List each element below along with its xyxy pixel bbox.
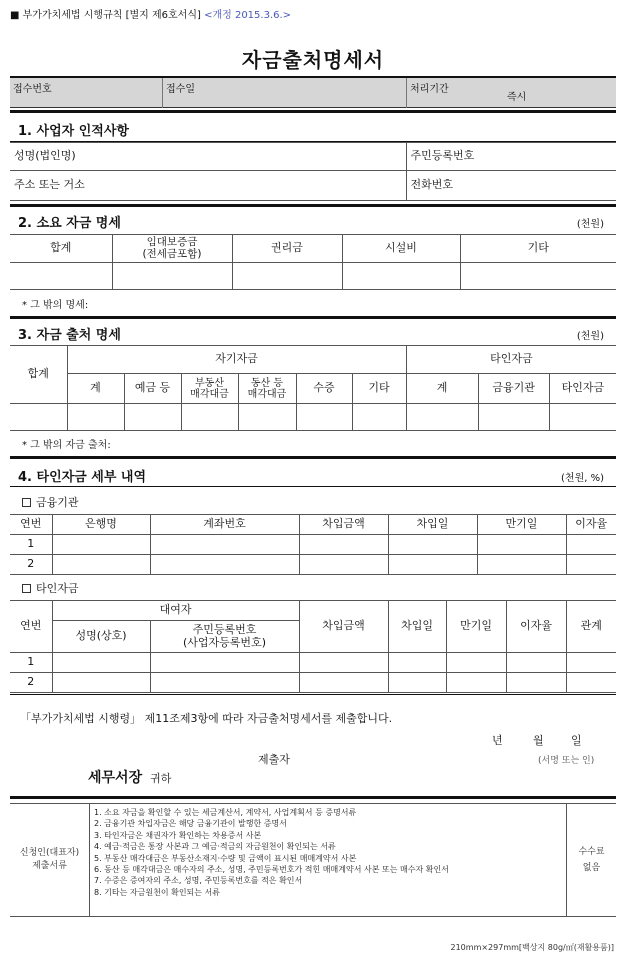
document-title: 자금출처명세서	[241, 48, 385, 72]
own-other-input[interactable]	[352, 404, 406, 431]
oth-rate-input[interactable]	[506, 673, 566, 693]
paper-spec: 210mm×297mm[백상지 80g/㎡(재활용품)]	[450, 943, 614, 952]
section1-top-rule	[10, 110, 616, 113]
fin-maturity-header: 만기일	[477, 515, 566, 535]
own-subtotal-header: 계	[67, 374, 124, 404]
name-field[interactable]	[10, 143, 406, 171]
financial-checkbox[interactable]	[22, 494, 79, 510]
total-header: 합계	[10, 235, 112, 263]
fin-bank-input[interactable]	[52, 535, 150, 555]
receipt-no-label: 접수번호	[10, 78, 163, 108]
fin-account-header: 계좌번호	[150, 515, 299, 535]
own-deposit-input[interactable]	[124, 404, 181, 431]
source-total-input[interactable]	[10, 404, 67, 431]
own-gift-header: 수증	[296, 374, 352, 404]
declaration-rule	[10, 694, 616, 695]
oth-date-input[interactable]	[388, 673, 446, 693]
lender-name-input[interactable]	[52, 673, 150, 693]
lender-name-header: 성명(상호)	[52, 621, 150, 653]
attachments-label-cell	[10, 804, 90, 916]
attachments-list	[90, 804, 566, 916]
attachments-top-rule	[10, 796, 616, 799]
oth-date-header: 차입일	[388, 601, 446, 653]
applicant-label: 신청인(대표자)	[19, 847, 80, 858]
documents-label: 제출서류	[32, 861, 67, 871]
section3-note[interactable]: * 그 밖의 자금 출처:	[22, 440, 111, 451]
checkbox-icon[interactable]	[22, 498, 31, 507]
fin-maturity-input[interactable]	[477, 535, 566, 555]
list-item: 7. 수증은 증여자의 주소, 성명, 주민등록번호를 적은 확인서	[94, 876, 303, 886]
oth-date-input[interactable]	[388, 653, 446, 673]
others-funds-header: 타인자금	[406, 346, 616, 374]
financial-loans-table	[10, 514, 616, 575]
fee-value: 없음	[582, 863, 601, 873]
fin-maturity-input[interactable]	[477, 555, 566, 575]
fin-account-input[interactable]	[150, 535, 299, 555]
oth-amount-input[interactable]	[299, 653, 388, 673]
others-private-header: 타인자금	[549, 374, 616, 404]
list-item: 4. 예금·적금은 통장 사본과 그 예금·적금의 자금원천이 확인되는 서류	[94, 842, 336, 852]
deposit-input[interactable]	[112, 263, 232, 290]
sign-note: (서명 또는 인)	[538, 756, 595, 766]
lender-id-input[interactable]	[150, 653, 299, 673]
fin-date-header: 차입일	[388, 515, 477, 535]
processing-period-value: 즉시	[507, 92, 527, 103]
table-row	[10, 653, 616, 673]
fee-label: 수수료	[578, 846, 605, 857]
others-bank-input[interactable]	[478, 404, 549, 431]
fin-row-number: 1	[10, 535, 52, 555]
others-subtotal-input[interactable]	[406, 404, 478, 431]
checkbox-icon[interactable]	[22, 584, 31, 593]
phone-field[interactable]	[406, 171, 616, 201]
phone-label: 전화번호	[410, 178, 454, 192]
fin-rate-input[interactable]	[566, 535, 616, 555]
section4-rule	[10, 486, 616, 487]
tax-office-addressee	[88, 767, 171, 787]
oth-maturity-input[interactable]	[446, 673, 506, 693]
others-checkbox-label: 타인자금	[36, 582, 79, 595]
fin-amount-input[interactable]	[299, 555, 388, 575]
rrn-label: 주민등록번호	[410, 149, 475, 163]
list-item: 2. 금융기관 차입자금은 해당 금융기관이 발행한 증명서	[94, 819, 287, 829]
lender-id-header: 주민등록번호 (사업자등록번호)	[150, 621, 299, 653]
source-total-header: 합계	[10, 346, 67, 404]
others-private-input[interactable]	[549, 404, 616, 431]
lender-header: 대여자	[52, 601, 299, 621]
own-movables-header: 동산 등 매각대금	[238, 374, 296, 404]
address-label: 주소 또는 거소	[14, 178, 85, 192]
own-movables-input[interactable]	[238, 404, 296, 431]
submitter-label[interactable]: 제출자	[258, 753, 290, 766]
processing-period-label: 처리기간	[410, 84, 449, 95]
oth-serial-header: 연번	[10, 601, 52, 653]
section3-unit: (천원)	[576, 331, 604, 342]
year-label[interactable]: 년	[492, 734, 503, 747]
receipt-date-label: 접수일	[163, 78, 407, 108]
lender-id-input[interactable]	[150, 673, 299, 693]
address-field[interactable]	[10, 171, 406, 201]
section2-unit: (천원)	[576, 219, 604, 230]
list-item: 6. 동산 등 매각대금은 매수자의 주소, 성명, 주민등록번호가 적힌 매매계약서 사본 또는 매수자 확인서	[94, 865, 449, 875]
section2-top-rule	[10, 204, 616, 207]
fin-bank-input[interactable]	[52, 555, 150, 575]
own-gift-input[interactable]	[296, 404, 352, 431]
required-funds-table	[10, 234, 616, 290]
fin-amount-input[interactable]	[299, 535, 388, 555]
name-label: 성명(법인명)	[14, 149, 76, 163]
day-label[interactable]: 일	[571, 734, 582, 747]
law-reference	[10, 6, 291, 21]
own-realestate-input[interactable]	[181, 404, 238, 431]
oth-rate-header: 이자율	[506, 601, 566, 653]
oth-maturity-header: 만기일	[446, 601, 506, 653]
processing-period-cell	[407, 78, 616, 108]
list-item: 8. 기타는 자금원천이 확인되는 서류	[94, 887, 220, 897]
own-realestate-header: 부동산 매각대금	[181, 374, 238, 404]
oth-relation-input[interactable]	[566, 653, 616, 673]
table-row	[10, 673, 616, 693]
section3-top-rule	[10, 316, 616, 319]
oth-maturity-input[interactable]	[446, 653, 506, 673]
oth-row-number: 2	[10, 673, 52, 693]
law-ref-text: ■ 부가가치세법 시행규칙 [별지 제6호서식]	[10, 10, 201, 21]
financial-checkbox-label: 금융기관	[36, 496, 79, 509]
funding-source-table	[10, 345, 616, 431]
own-deposit-header: 예금 등	[124, 374, 181, 404]
fin-bank-header: 은행명	[52, 515, 150, 535]
premium-header: 권리금	[232, 235, 342, 263]
rrn-field[interactable]	[406, 143, 616, 171]
oth-amount-header: 차입금액	[299, 601, 388, 653]
section3-title: 3. 자금 출처 명세	[18, 328, 121, 343]
oth-amount-input[interactable]	[299, 673, 388, 693]
other-input[interactable]	[460, 263, 616, 290]
others-loans-table	[10, 600, 616, 693]
premium-input[interactable]	[232, 263, 342, 290]
reception-bar	[10, 78, 616, 108]
fin-amount-header: 차입금액	[299, 515, 388, 535]
facility-input[interactable]	[342, 263, 460, 290]
lender-name-input[interactable]	[52, 653, 150, 673]
oth-rate-input[interactable]	[506, 653, 566, 673]
fin-date-input[interactable]	[388, 535, 477, 555]
others-subtotal-header: 계	[406, 374, 478, 404]
month-label[interactable]: 월	[533, 734, 544, 747]
total-input[interactable]	[10, 263, 112, 290]
tax-office-name: 세무서장	[88, 770, 143, 786]
attachments-table	[10, 803, 616, 917]
fin-row-number: 2	[10, 555, 52, 575]
fee-cell	[566, 804, 616, 916]
section4-top-rule	[10, 456, 616, 459]
business-info-table	[10, 142, 616, 201]
table-row	[10, 555, 616, 575]
section4-title: 4. 타인자금 세부 내역	[18, 470, 147, 485]
list-item: 3. 타인자금은 채권자가 확인하는 차용증서 사본	[94, 830, 262, 840]
list-item: 1. 소요 자금을 확인할 수 있는 세금계산서, 계약서, 사업계획서 등 증명서류	[94, 808, 357, 817]
others-checkbox[interactable]	[22, 580, 79, 596]
others-bank-header: 금융기관	[478, 374, 549, 404]
fin-rate-header: 이자율	[566, 515, 616, 535]
section2-title: 2. 소요 자금 명세	[18, 216, 121, 231]
section4-unit: (천원, %)	[561, 473, 604, 484]
fin-serial-header: 연번	[10, 515, 52, 535]
own-funds-header: 자기자금	[67, 346, 406, 374]
fin-account-input[interactable]	[150, 555, 299, 575]
section2-note[interactable]: * 그 밖의 명세:	[22, 300, 89, 311]
declaration-text: 「부가가치세법 시행령」 제11조제3항에 따라 자금출처명세서를 제출합니다.	[20, 712, 393, 725]
oth-relation-input[interactable]	[566, 673, 616, 693]
own-other-header: 기타	[352, 374, 406, 404]
list-item: 5. 부동산 매각대금은 부동산소재지·수량 및 금액이 표시된 매매계약서 사본	[94, 853, 357, 863]
honorific: 귀하	[150, 772, 172, 785]
other-header: 기타	[460, 235, 616, 263]
fin-date-input[interactable]	[388, 555, 477, 575]
facility-header: 시설비	[342, 235, 460, 263]
oth-row-number: 1	[10, 653, 52, 673]
oth-relation-header: 관계	[566, 601, 616, 653]
section1-title: 1. 사업자 인적사항	[18, 124, 129, 139]
amendment-link[interactable]: <개정 2015.3.6.>	[204, 10, 292, 21]
own-subtotal-input[interactable]	[67, 404, 124, 431]
deposit-header: 임대보증금 (전세금포함)	[112, 235, 232, 263]
fin-rate-input[interactable]	[566, 555, 616, 575]
table-row	[10, 535, 616, 555]
